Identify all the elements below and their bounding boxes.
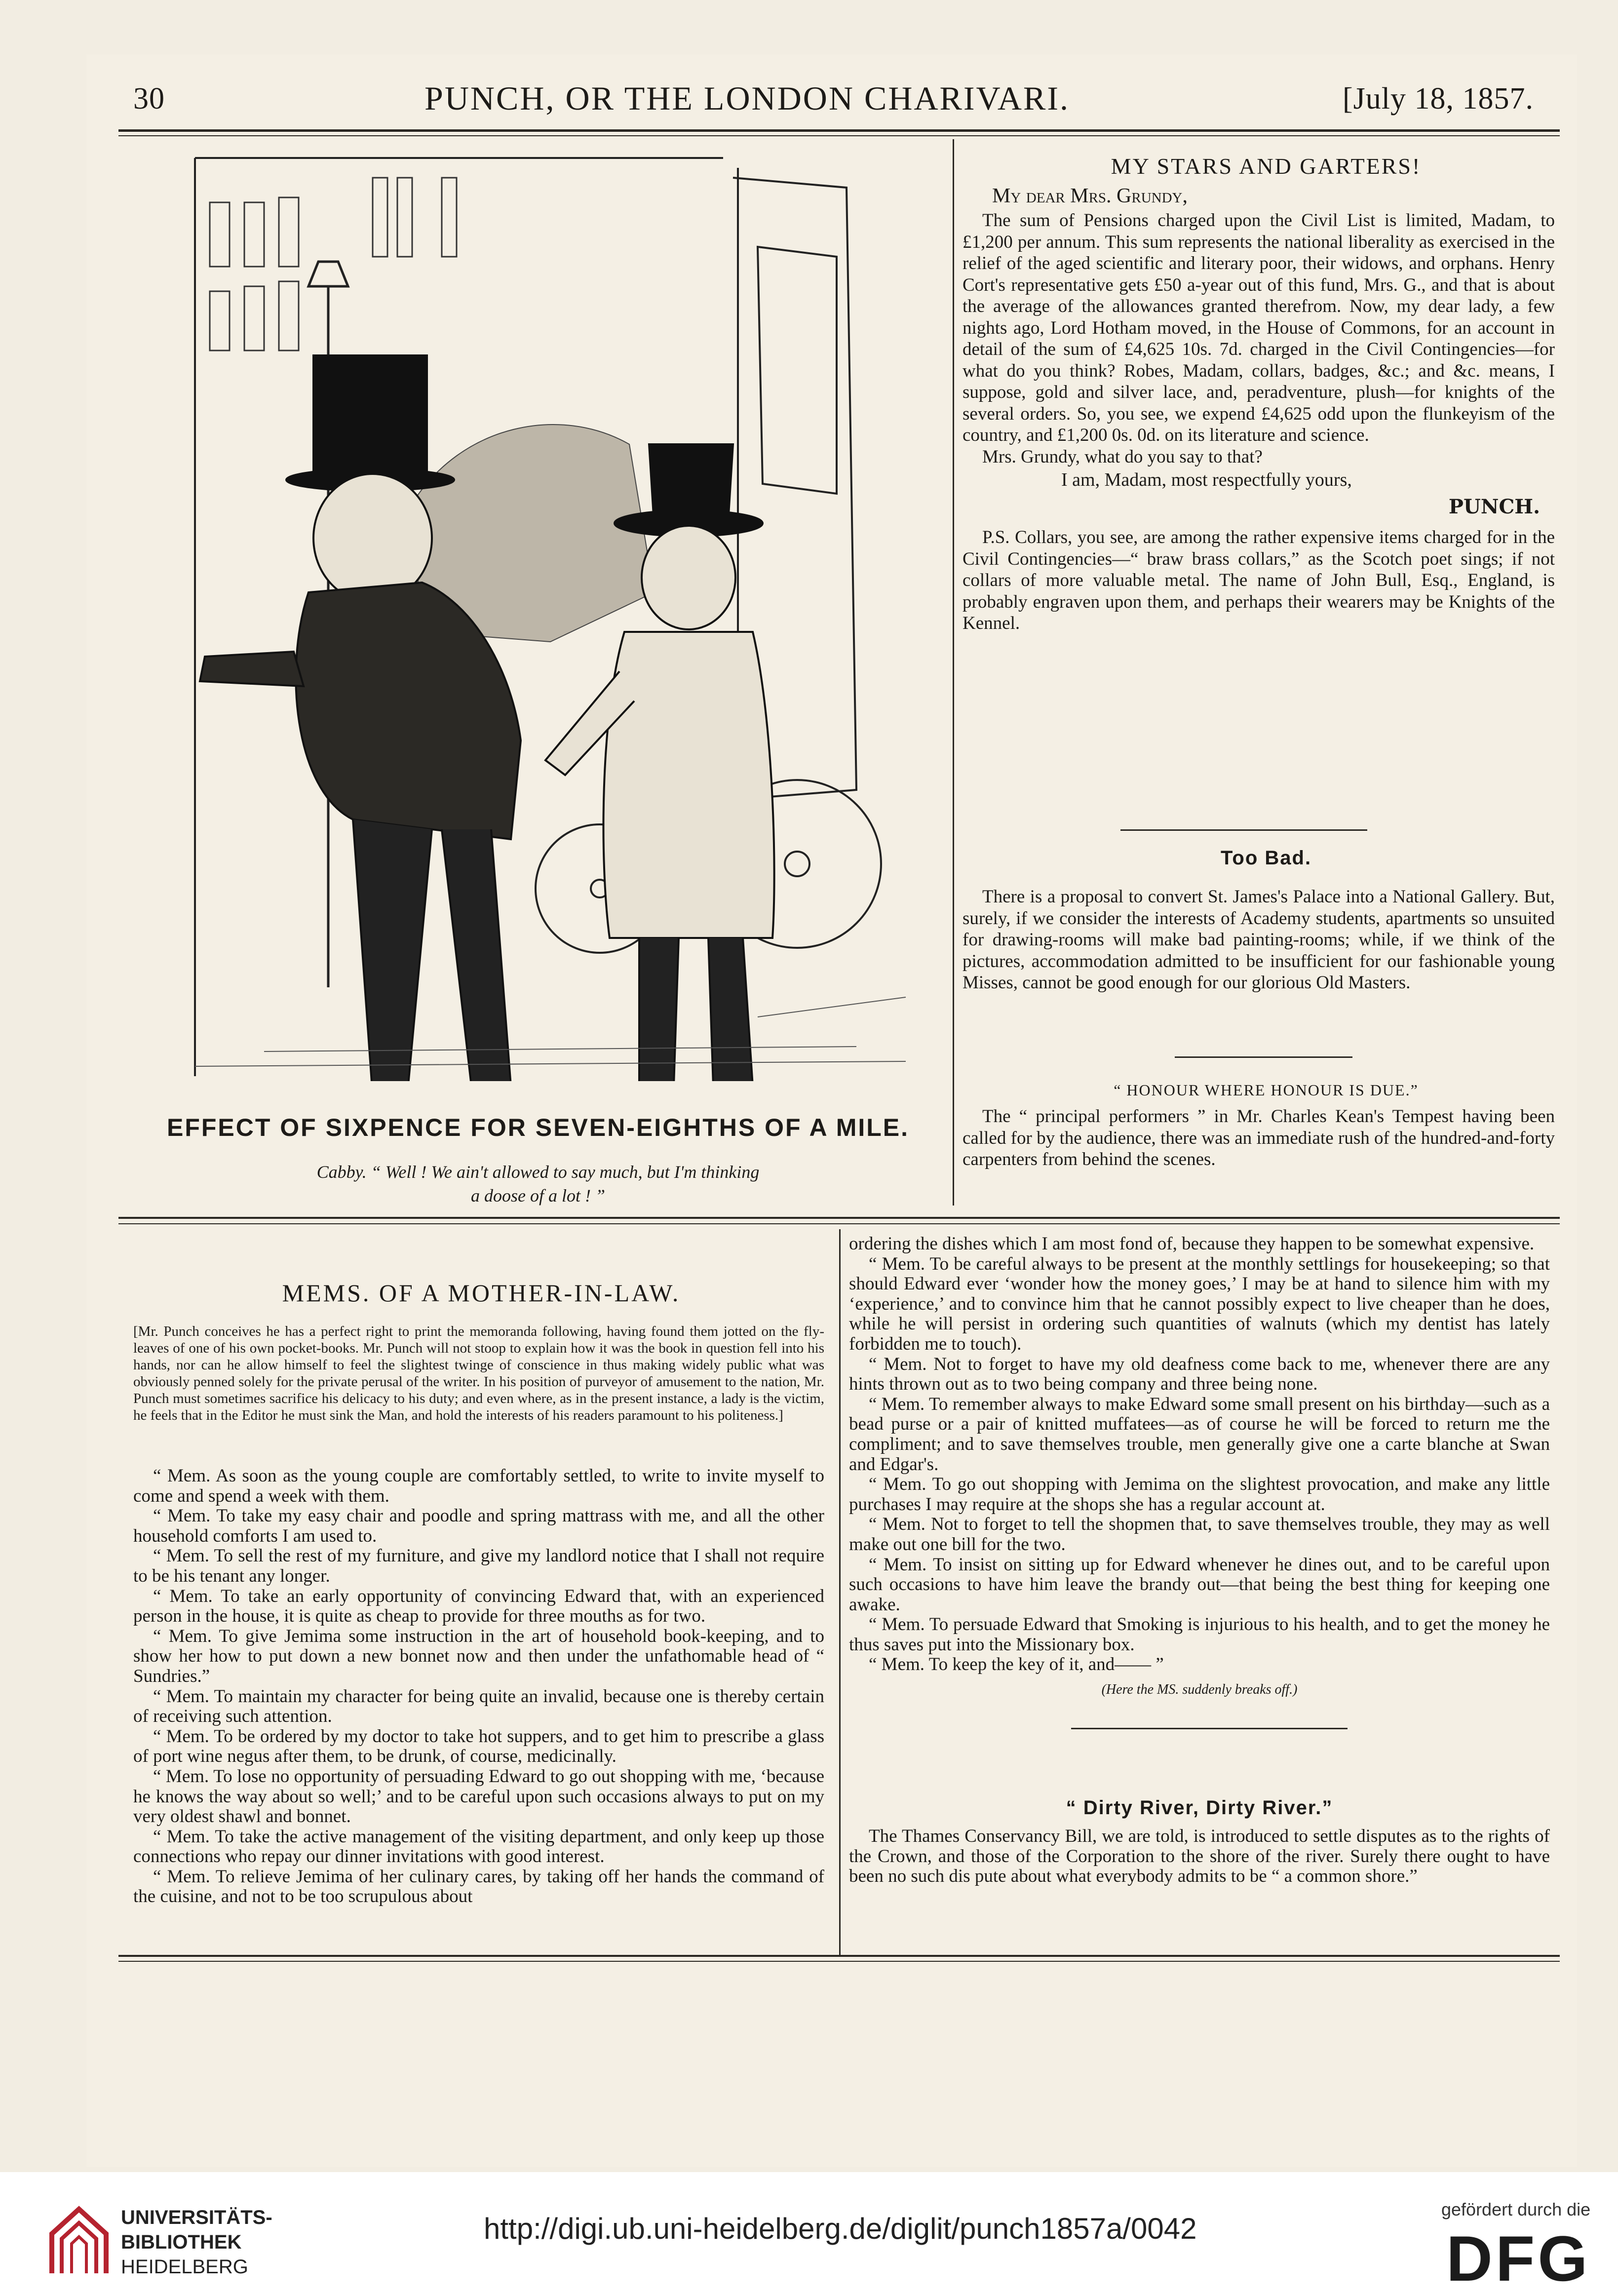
source-url-link[interactable]: http://digi.ub.uni-heidelberg.de/diglit/punch1857a/0042: [484, 2212, 1197, 2245]
mems-heading: MEMS. OF A MOTHER-IN-LAW.: [282, 1279, 681, 1307]
mem-item-continued: ordering the dishes which I am most fond of, because they happen to be somewhat expensive.: [849, 1234, 1535, 1254]
mem-item: “ Mem. To persuade Edward that Smoking is injurious to his health, and to get the money he thus saves put into the Missionary box.: [849, 1614, 1550, 1655]
mem-item: “ Mem. To take an early opportunity of convincing Edward that, with an experienced person in the house, it is quite as cheap to provide for three mouths as for two.: [133, 1586, 824, 1627]
mem-item: “ Mem. To take my easy chair and poodle and spring mattrass with me, and all the other household comforts I am used to.: [133, 1506, 824, 1546]
mem-item: “ Mem. To remember always to make Edward some small present on his birthday—such as a bead purse or a pair of knitted muffatees—as of course he will be forced to return me the compliment; and to save themselves trouble, men generally give one a carte blanche at Swan and Edgar's.: [849, 1394, 1550, 1475]
mem-item: “ Mem. As soon as the young couple are comfortably settled, to write to invite myself to come and spend a week with them.: [133, 1466, 824, 1506]
mem-item: “ Mem. To sell the rest of my furniture, and give my landlord notice that I shall not require to be his tenant any longer.: [133, 1546, 824, 1586]
stars-para1: The sum of Pensions charged upon the Civil List is limited, Madam, to £1,200 per annum. This sum represents the national liberality as exercised in the relief of the aged scientific and literary poor, their widows, and orphans. Henry Cort's representative gets £50 a-year out of this fund, Mrs. G., and that is about the average of the allowances granted therefrom. Now, my dear lady, a few nights ago, Lord Hotham moved, in the House of Commons, for an account in detail of the sum of £4,625 10s. 7d. charged in the Civil Contingencies—for what do you think? Robes, Madam, collars, badges, &c.; and &c. means, I suppose, gold and silver lace, and, peradventure, plush—for knights of the several orders. So, you see, we expend £4,625 odd upon the flunkeyism of the country, and £1,200 0s. 0d. on its literature and science.: [963, 210, 1555, 445]
honour-text: The “ principal performers ” in Mr. Charles Kean's Tempest having been called for by the audience, there was an immediate rush of the hundred-and-forty carpenters from behind the scenes.: [963, 1106, 1555, 1169]
middle-rule-thin: [118, 1223, 1560, 1224]
dirty-river-article: [849, 1827, 1550, 1887]
mems-intro: [Mr. Punch conceives he has a perfect right to print the memoranda following, having found them jotted on the fly-leaves of one of his own pocket-books. Mr. Punch will not stoop to explain how it was the book in question fell into his hands, nor can he allow himself to feel the slightest twinge of conscience in thus making widely public what was obviously penned solely for the private perusal of the writer. In his position of purveyor of amusement to the nation, Mr. Punch must sometimes sacrifice his delicacy to his duty; and even where, as in the present instance, a lady is the victim, he feels that in the Editor he must sink the Man, and hold the interests of his readers paramount to his politeness.]: [133, 1323, 824, 1423]
mems-right-column: [849, 1234, 1550, 1705]
stars-article: [963, 183, 1555, 634]
issue-date: [July 18, 1857.: [1343, 82, 1534, 116]
honour-article: [963, 1106, 1555, 1170]
divider-short: [1120, 829, 1367, 831]
stars-heading: MY STARS AND GARTERS!: [1111, 154, 1422, 179]
mems-left-column: [133, 1466, 824, 1907]
mem-item: “ Mem. To be ordered by my doctor to take hot suppers, and to get him to prescribe a glass of port wine negus after them, to be drunk, of course, medicinally.: [133, 1726, 824, 1767]
cartoon-illustration: [165, 148, 925, 1081]
cartoon-caption: [148, 1160, 928, 1207]
masthead-title: PUNCH, OR THE LONDON CHARIVARI.: [424, 79, 1070, 117]
mem-item: “ Mem. To give Jemima some instruction in the art of household book-keeping, and to show her how to put down a new bonnet now and then under the unfathomable head of “ Sundries.”: [133, 1626, 824, 1686]
mem-item: “ Mem. To be careful always to be present at the monthly settlings for housekeeping; so that should Edward ever ‘wonder how the money goes,’ I may be at hand to silence him with my ‘experience,’ and to convince him that he cannot possibly expect to live cheaper than he does, while he will persist in ordering such quantities of walnuts (which my dentist has lately forbidden me to touch).: [849, 1253, 1550, 1354]
mem-item: “ Mem. To take the active management of the visiting department, and only keep up those connections who repay our dinner invitations with good interest.: [133, 1826, 824, 1867]
mem-item: “ Mem. To go out shopping with Jemima on the slightest provocation, and make any little purchases I may require at the shops she has a regular account at.: [849, 1474, 1550, 1515]
too-bad-heading: Too Bad.: [1220, 847, 1312, 869]
column-divider-bottom: [839, 1229, 841, 1955]
stars-salutation: My dear Mrs. Grundy,: [992, 185, 1188, 207]
mems-editor-note: (Here the MS. suddenly breaks off.): [1101, 1682, 1298, 1698]
mem-item: “ Mem. To relieve Jemima of her culinary cares, by taking off her hands the command of the cuisine, and not to be too scrupulous about: [133, 1866, 824, 1907]
bottom-rule: [118, 1955, 1560, 1957]
too-bad-text: There is a proposal to convert St. James's Palace into a National Gallery. But, surely, if we consider the interests of Academy students, apartments so unsuited for drawing-rooms will make bad painting-rooms; while, if we think of the pictures, accommodation admitted to be insufficient for our fashionable young Misses, cannot be good enough for our glorious Old Masters.: [963, 887, 1555, 993]
page-number: 30: [133, 82, 165, 116]
library-name-line2: BIBLIOTHEK: [121, 2231, 242, 2253]
stars-closing: I am, Madam, most respectfully yours,: [1061, 469, 1352, 490]
dirty-river-heading: “ Dirty River, Dirty River.”: [1066, 1797, 1333, 1819]
mem-item: “ Mem. To maintain my character for being quite an invalid, because one is thereby certain of receiving such attention.: [133, 1686, 824, 1727]
honour-heading: “ HONOUR WHERE HONOUR IS DUE.”: [1114, 1081, 1419, 1099]
header-rule: [118, 129, 1560, 132]
mem-item: “ Mem. Not to forget to tell the shopmen that, to save themselves trouble, they may as well make out one bill for the two.: [849, 1514, 1550, 1555]
dfg-logo: DFG: [1446, 2222, 1591, 2295]
header-rule-thin: [118, 135, 1560, 136]
bottom-rule-thin: [118, 1961, 1560, 1962]
mem-item: “ Mem. To insist on sitting up for Edward whenever he dines out, and to be careful upon such occasions to have him leave the brandy out—that being the best thing for keeping one awake.: [849, 1554, 1550, 1615]
column-divider-top: [953, 139, 954, 1206]
cartoon-title: EFFECT OF SIXPENCE FOR SEVEN-EIGHTHS OF A MILE.: [166, 1114, 910, 1141]
mem-item: “ Mem. Not to forget to have my old deafness come back to me, whenever there are any hints thrown out as to two being company and three being none.: [849, 1354, 1550, 1395]
middle-rule: [118, 1217, 1560, 1219]
mem-item: “ Mem. To keep the key of it, and—— ”: [869, 1654, 1164, 1675]
dirty-river-text: The Thames Conservancy Bill, we are told, is introduced to settle disputes as to the rights of the Crown, and those of the Corporation to the shore of the river. Surely there ought to have been no such dis pute about what everybody admits to be “ a common shore.”: [849, 1826, 1550, 1887]
mem-item: “ Mem. To lose no opportunity of persuading Edward to go out shopping with me, ‘because he knows the way about so well;’ and to be careful upon such occasions always to put on my very oldest shawl and bonnet.: [133, 1766, 824, 1827]
divider-short-3: [1071, 1728, 1348, 1729]
library-name-line1: UNIVERSITÄTS-: [121, 2207, 272, 2228]
divider-short-2: [1175, 1056, 1352, 1058]
stars-signature: PUNCH.: [1448, 495, 1540, 518]
too-bad-article: [963, 886, 1555, 994]
stars-postscript: P.S. Collars, you see, are among the rather expensive items charged for in the Civil Contingencies—“ braw brass collars,” as the Scotch poet sings; if not collars of more valuable metal. The name of John Bull, Esq., England, is probably engraven upon them, and perhaps their wearers may be Knights of the Kennel.: [963, 527, 1555, 633]
cartoon-caption-line1: Cabby. “ Well ! We ain't allowed to say much, but I'm thinking: [316, 1162, 760, 1182]
stars-para2: Mrs. Grundy, what do you say to that?: [982, 446, 1263, 467]
library-logo-icon: [47, 2204, 111, 2278]
funded-by-label: gefördert durch die: [1441, 2199, 1591, 2219]
cartoon-caption-line2: a doose of a lot ! ”: [470, 1186, 605, 1206]
library-name-line3: HEIDELBERG: [121, 2256, 248, 2278]
